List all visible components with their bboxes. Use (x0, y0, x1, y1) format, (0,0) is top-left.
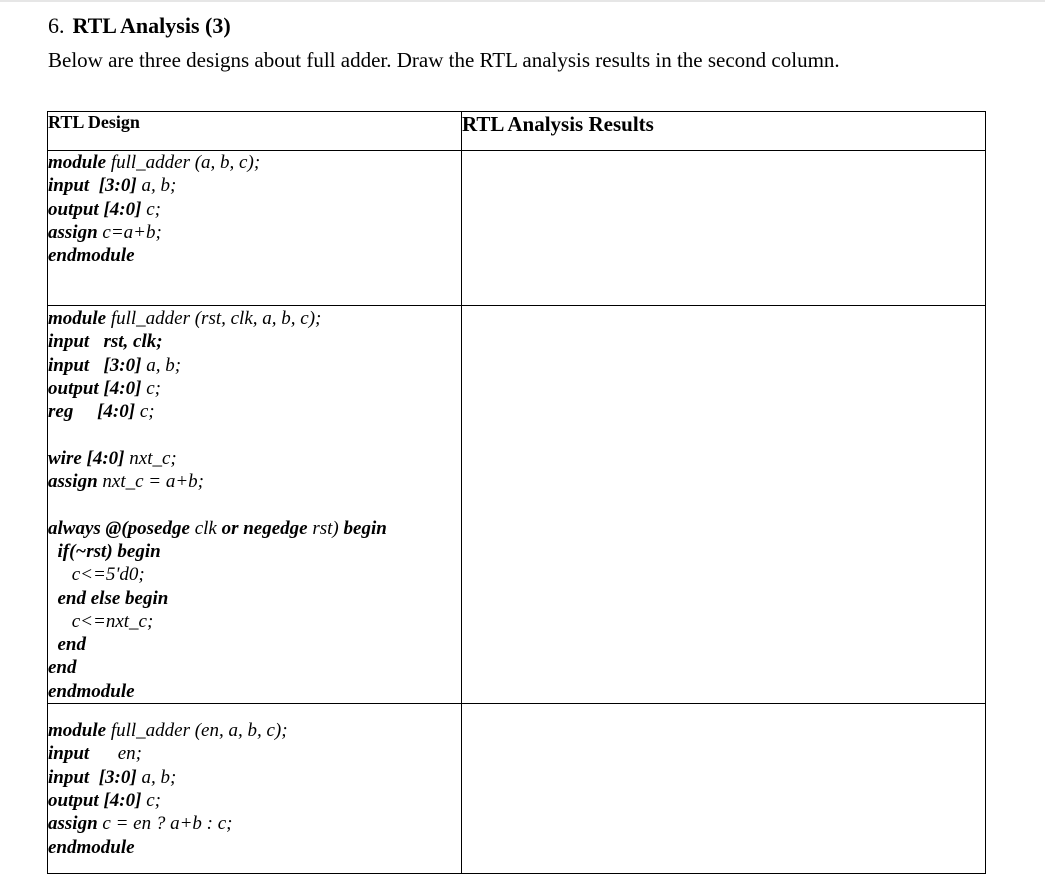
code-keyword: [3:0] (98, 766, 137, 788)
code-line (48, 719, 461, 742)
code-line (48, 766, 461, 789)
code-text: nxt_c; (124, 447, 177, 469)
code-text: full_adder (rst, clk, a, b, c); (106, 308, 322, 329)
code-line (48, 470, 461, 493)
analysis-result-cell-2[interactable] (462, 306, 986, 704)
code-text: c; (135, 401, 155, 423)
code-text: c<=5'd0; (48, 564, 145, 586)
code-line (48, 151, 461, 174)
code-keyword: input (48, 354, 90, 376)
code-line (48, 563, 461, 586)
design-code-2 (48, 306, 462, 704)
code-keyword: output [4:0] (48, 377, 142, 399)
code-line (48, 198, 461, 221)
code-line (48, 517, 461, 540)
code-text: c<=nxt_c; (48, 610, 154, 632)
code-line (48, 377, 461, 400)
code-line (48, 354, 461, 377)
code-line (48, 836, 461, 859)
code-keyword: always @(posedge (48, 517, 190, 539)
table-header-row (48, 112, 986, 151)
code-text: c; (141, 789, 161, 811)
code-keyword: reg (48, 401, 74, 423)
question-number: 6. (48, 13, 65, 38)
code-text: c = en ? a+b : c; (97, 813, 233, 835)
code-line (48, 307, 461, 330)
code-keyword: assign (48, 471, 98, 493)
code-text (89, 355, 103, 376)
code-text: nxt_c = a+b; (97, 471, 205, 493)
code-line (48, 610, 461, 633)
code-text: rst) (307, 517, 344, 539)
table-row (48, 151, 986, 306)
header-rtl-design: RTL Design (48, 112, 462, 151)
code-keyword: endmodule (48, 245, 135, 267)
code-keyword: module (48, 308, 107, 329)
design-code-1 (48, 151, 462, 306)
code-line (48, 656, 461, 679)
code-keyword: [3:0] (98, 175, 137, 197)
code-keyword: input (48, 766, 90, 788)
code-keyword: assign (48, 221, 98, 243)
question-title: RTL Analysis (3) (72, 13, 231, 38)
code-keyword: end (48, 657, 77, 679)
code-keyword: wire [4:0] (48, 447, 125, 469)
question-instructions: Below are three designs about full adder. Draw the RTL analysis results in the second column. (48, 48, 840, 72)
code-keyword: end else begin (57, 587, 169, 609)
header-rtl-analysis-results: RTL Analysis Results (462, 112, 986, 151)
code-line (48, 789, 461, 812)
code-text: c=a+b; (97, 221, 162, 243)
code-line (48, 633, 461, 656)
code-line (48, 447, 461, 470)
code-keyword: module (48, 720, 107, 742)
code-line (48, 742, 461, 765)
code-blank-line (48, 493, 461, 516)
code-text: a, b; (141, 354, 182, 376)
code-keyword: assign (48, 813, 98, 835)
code-keyword: end (57, 634, 86, 656)
code-keyword: if(~rst) begin (57, 540, 161, 562)
code-keyword: or negedge (221, 517, 308, 539)
code-line (48, 221, 461, 244)
code-line (48, 244, 461, 267)
code-text (48, 541, 58, 562)
code-text (89, 175, 99, 196)
code-text (48, 634, 58, 655)
code-line (48, 680, 461, 703)
code-text: c; (141, 198, 161, 220)
code-text (89, 767, 99, 788)
code-line (48, 587, 461, 610)
code-blank-line (48, 423, 461, 446)
code-text (73, 401, 97, 422)
code-keyword: input (48, 743, 90, 765)
code-keyword: begin (343, 517, 387, 539)
code-text: en; (89, 743, 142, 765)
code-line (48, 330, 461, 353)
code-text: c; (141, 377, 161, 399)
code-line (48, 400, 461, 423)
code-text: full_adder (en, a, b, c); (106, 720, 288, 742)
table-row (48, 306, 986, 704)
code-keyword: output [4:0] (48, 198, 142, 220)
code-keyword: input (48, 175, 90, 197)
code-keyword: endmodule (48, 836, 135, 858)
code-keyword: module (48, 152, 107, 173)
analysis-result-cell-1[interactable] (462, 151, 986, 306)
code-text: a, b; (136, 175, 177, 197)
code-text: clk (189, 517, 222, 539)
code-line (48, 812, 461, 835)
code-line (48, 540, 461, 563)
code-text (48, 588, 58, 609)
code-line (48, 174, 461, 197)
code-text: full_adder (a, b, c); (106, 152, 261, 173)
code-keyword: output [4:0] (48, 789, 142, 811)
question-heading (48, 12, 231, 40)
table-row (48, 704, 986, 874)
code-keyword: [3:0] (103, 354, 142, 376)
design-code-3 (48, 704, 462, 874)
analysis-result-cell-3[interactable] (462, 704, 986, 874)
code-keyword: endmodule (48, 680, 135, 702)
code-keyword: input rst, clk; (48, 331, 163, 353)
page-top-border (0, 0, 1045, 2)
code-keyword: [4:0] (97, 401, 136, 423)
rtl-table (47, 111, 986, 874)
code-text: a, b; (136, 766, 177, 788)
